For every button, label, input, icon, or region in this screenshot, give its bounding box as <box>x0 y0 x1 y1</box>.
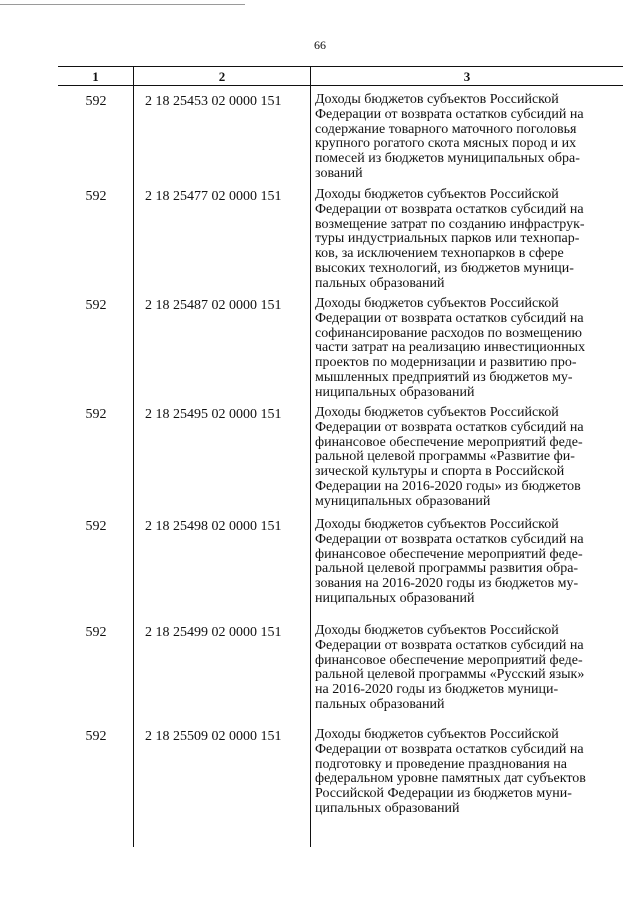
description-line: Федерации от возврата остатков субсидий на <box>315 310 584 326</box>
admin-code-cell: 592 <box>85 625 107 640</box>
description-line: Российской Федерации из бюджетов муни- <box>315 786 572 802</box>
description-line: софинансирование расходов по возмещению <box>315 325 582 341</box>
description-line: ральной целевой программы «Развитие фи- <box>315 449 575 465</box>
description-line: Доходы бюджетов субъектов Российской <box>315 517 559 532</box>
scan-edge-line <box>0 4 245 5</box>
description-line: проектов по модернизации и развитию про- <box>315 355 577 371</box>
page-number: 66 <box>314 38 326 52</box>
description-line: финансовое обеспечение мероприятий феде- <box>315 434 583 450</box>
description-line: федеральном уровне памятных дат субъектов <box>315 771 586 787</box>
description-line: Федерации от возврата остатков субсидий на <box>315 637 584 653</box>
revenue-codes-table <box>58 66 623 847</box>
description-line: содержание товарного маточного поголовья <box>315 121 577 137</box>
description-line: Федерации на 2016-2020 годы» из бюджетов <box>315 478 581 494</box>
column-header-3: 3 <box>463 69 471 84</box>
description-line: Федерации от возврата остатков субсидий на <box>315 419 584 435</box>
description-line: ципальных образований <box>315 800 460 816</box>
description-line: крупного рогатого скота мясных пород и их <box>315 136 577 152</box>
description-line: на 2016-2020 годы из бюджетов муници- <box>315 682 559 698</box>
description-line: Доходы бюджетов субъектов Российской <box>315 623 559 638</box>
description-line: пальных образований <box>315 275 445 291</box>
description-line: пальных образований <box>315 696 445 712</box>
admin-code-cell: 592 <box>85 94 107 109</box>
description-line: финансовое обеспечение мероприятий феде- <box>315 652 583 668</box>
description-cell <box>315 728 615 817</box>
description-line: подготовку и проведение празднования на <box>315 756 568 772</box>
description-cell <box>315 297 615 401</box>
description-cell <box>315 406 615 510</box>
description-line: туры индустриальных парков или технопар- <box>315 231 580 247</box>
description-line: части затрат на реализацию инвестиционных <box>315 340 586 356</box>
description-line: Доходы бюджетов субъектов Российской <box>315 187 559 202</box>
description-line: Доходы бюджетов субъектов Российской <box>315 92 559 107</box>
description-cell <box>315 518 615 607</box>
description-line: высоких технологий, из бюджетов муници- <box>315 260 574 276</box>
description-line: Доходы бюджетов субъектов Российской <box>315 727 559 742</box>
admin-code-cell: 592 <box>85 189 107 204</box>
admin-code-cell: 592 <box>85 298 107 313</box>
description-line: помесей из бюджетов муниципальных обра- <box>315 151 580 167</box>
description-cell <box>315 624 615 713</box>
kbk-code-cell: 2 18 25499 02 0000 151 <box>145 625 282 640</box>
description-line: Федерации от возврата остатков субсидий на <box>315 201 584 217</box>
description-line: ков, за исключением технопарков в сфере <box>315 246 564 262</box>
kbk-code-cell: 2 18 25477 02 0000 151 <box>145 189 282 204</box>
description-line: ральной целевой программы «Русский язык» <box>315 667 585 683</box>
description-line: возмещение затрат по созданию инфраструк- <box>315 216 585 232</box>
description-cell <box>315 188 615 292</box>
description-line: ниципальных образований <box>315 590 475 606</box>
header-bottom-border <box>58 85 623 86</box>
description-line: финансовое обеспечение мероприятий феде- <box>315 546 583 562</box>
kbk-code-cell: 2 18 25509 02 0000 151 <box>145 729 282 744</box>
description-line: ниципальных образований <box>315 384 475 400</box>
admin-code-cell: 592 <box>85 729 107 744</box>
description-line: ральной целевой программы развития обра- <box>315 561 579 577</box>
kbk-code-cell: 2 18 25495 02 0000 151 <box>145 407 282 422</box>
kbk-code-cell: 2 18 25453 02 0000 151 <box>145 94 282 109</box>
column-header-2: 2 <box>218 69 226 84</box>
admin-code-cell: 592 <box>85 519 107 534</box>
description-line: зований <box>315 165 363 181</box>
admin-code-cell: 592 <box>85 407 107 422</box>
description-line: Доходы бюджетов субъектов Российской <box>315 405 559 420</box>
description-line: зической культуры и спорта в Российской <box>315 464 565 480</box>
kbk-code-cell: 2 18 25498 02 0000 151 <box>145 519 282 534</box>
column-header-1: 1 <box>92 69 99 84</box>
description-line: зования на 2016-2020 годы из бюджетов му- <box>315 576 579 592</box>
table-top-border <box>58 66 623 67</box>
description-line: Федерации от возврата остатков субсидий на <box>315 531 584 547</box>
description-line: Федерации от возврата остатков субсидий на <box>315 741 584 757</box>
description-cell <box>315 93 615 182</box>
kbk-code-cell: 2 18 25487 02 0000 151 <box>145 298 282 313</box>
description-line: мышленных предприятий из бюджетов му- <box>315 369 573 385</box>
description-line: Доходы бюджетов субъектов Российской <box>315 296 559 311</box>
description-line: муниципальных образований <box>315 493 491 509</box>
description-line: Федерации от возврата остатков субсидий на <box>315 106 584 122</box>
